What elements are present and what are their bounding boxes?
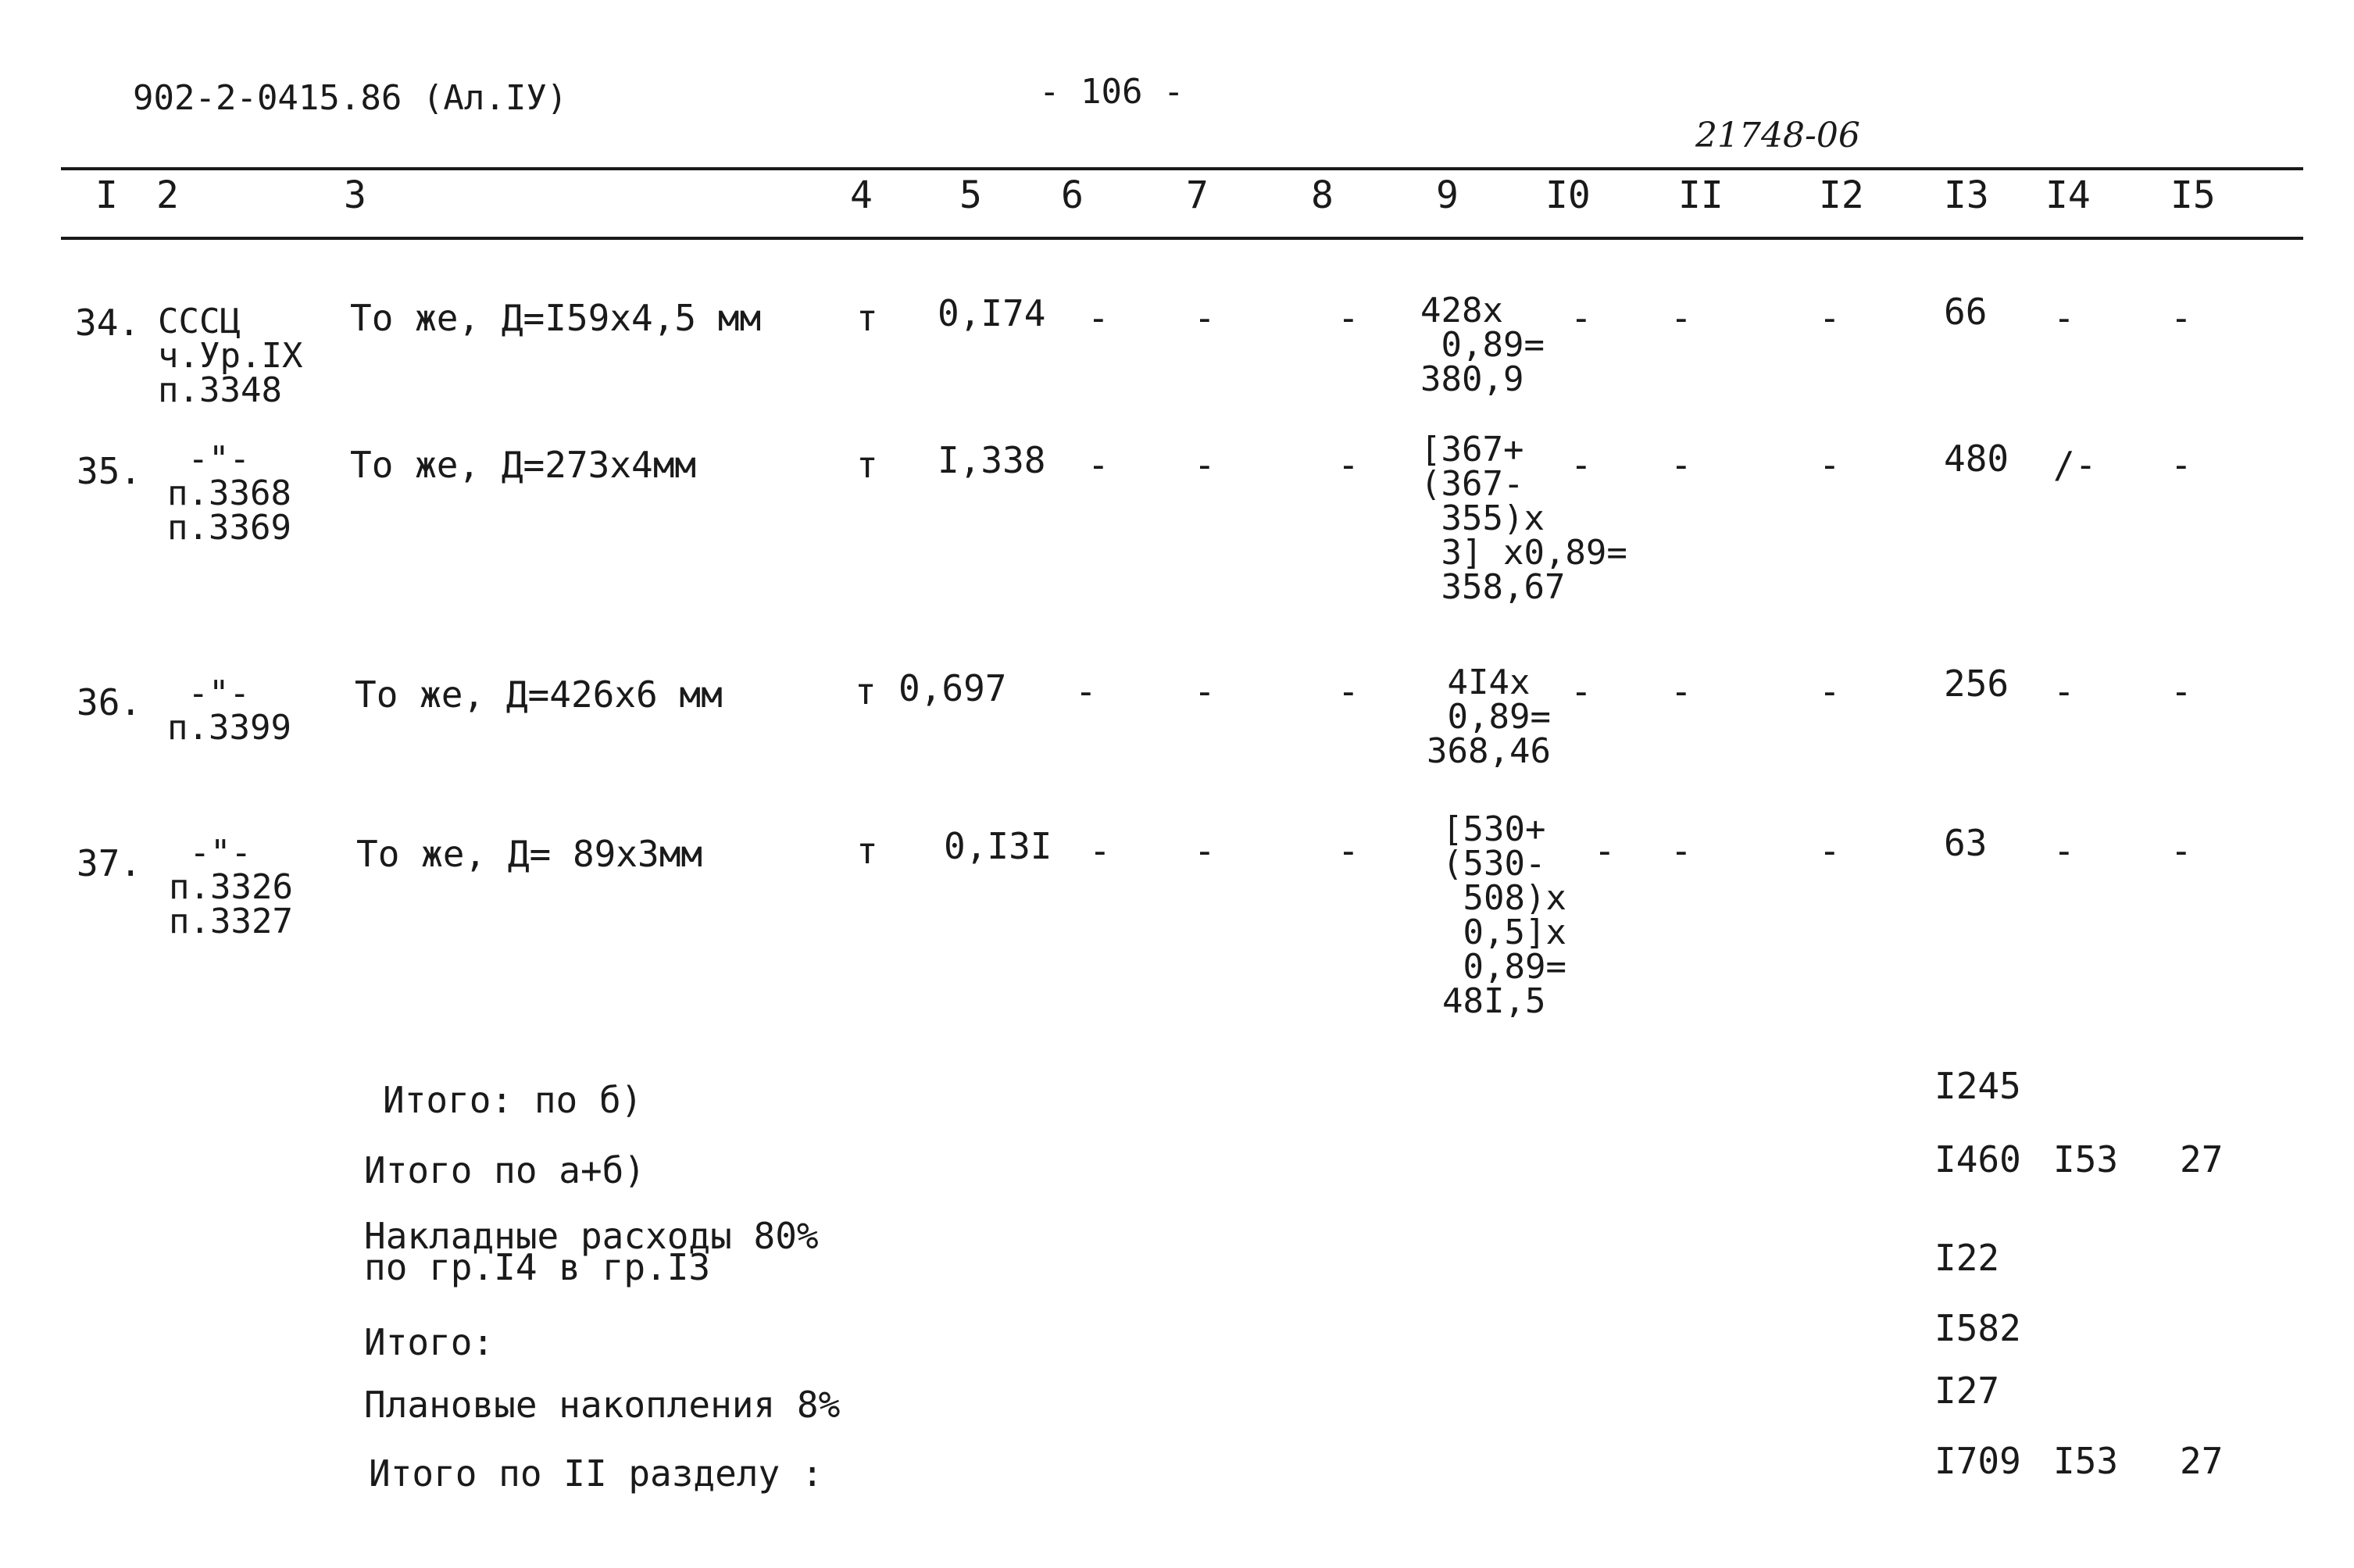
row-col6: - bbox=[1088, 444, 1109, 486]
summary-label: Итого по а+б) bbox=[364, 1149, 646, 1191]
row-col12: - bbox=[1819, 830, 1841, 872]
row-col7: - bbox=[1194, 670, 1216, 713]
row-qty: 0,697 bbox=[898, 667, 1007, 709]
row-col8: - bbox=[1338, 297, 1359, 339]
summary-label: Итого: bbox=[364, 1321, 495, 1363]
col-header-7: 7 bbox=[1186, 173, 1209, 217]
row-col8: - bbox=[1338, 830, 1359, 872]
row-col9: 428х 0,89= 380,9 bbox=[1420, 291, 1545, 399]
row-basis: СССЦ ч.Ур.IX п.3348 bbox=[158, 302, 303, 410]
row-basis: -"- п.3368 п.3369 bbox=[167, 439, 291, 548]
row-col7: - bbox=[1194, 444, 1216, 486]
row-col10: - bbox=[1570, 670, 1592, 713]
row-unit: т bbox=[856, 830, 878, 872]
row-name: То же, Д=273х4мм bbox=[350, 444, 697, 486]
summary-col13: I582 bbox=[1934, 1307, 2021, 1349]
summary-label: Итого по II разделу : bbox=[369, 1452, 823, 1495]
row-col7: - bbox=[1194, 830, 1216, 872]
row-col12: - bbox=[1819, 444, 1841, 486]
row-col11: - bbox=[1670, 670, 1692, 713]
row-col13: 256 bbox=[1944, 663, 2009, 705]
handwritten-stamp: 21748-06 bbox=[1695, 116, 1860, 155]
row-col12: - bbox=[1819, 297, 1841, 339]
row-col14: /- bbox=[2053, 444, 2097, 486]
col-header-4: 4 bbox=[850, 173, 873, 217]
row-basis: -"- п.3399 bbox=[167, 673, 291, 748]
col-header-12: I2 bbox=[1819, 173, 1864, 217]
col-header-9: 9 bbox=[1436, 173, 1459, 217]
row-col13: 63 bbox=[1944, 822, 1988, 864]
summary-col15: 27 bbox=[2180, 1138, 2224, 1180]
page-number: - 106 - bbox=[1039, 72, 1184, 112]
row-col13: 66 bbox=[1944, 291, 1988, 333]
row-col15: - bbox=[2170, 670, 2192, 713]
row-unit: т bbox=[856, 297, 878, 339]
row-col15: - bbox=[2170, 297, 2192, 339]
row-qty: 0,I3I bbox=[944, 825, 1052, 867]
row-col11: - bbox=[1670, 830, 1692, 872]
summary-label: Накладные расходы 80% по гр.I4 в гр.I3 bbox=[364, 1215, 819, 1288]
summary-label: Итого: по б) bbox=[383, 1079, 643, 1121]
col-header-14: I4 bbox=[2045, 173, 2091, 217]
table-top-rule bbox=[61, 167, 2303, 170]
row-col8: - bbox=[1338, 444, 1359, 486]
row-col9: [367+ (367- 355)х 3] х0,89= 358,67 bbox=[1420, 430, 1627, 607]
summary-col14: I53 bbox=[2053, 1440, 2119, 1482]
row-col10: - bbox=[1594, 830, 1616, 872]
row-col8: - bbox=[1338, 670, 1359, 713]
col-header-5: 5 bbox=[959, 173, 982, 217]
col-header-15: I5 bbox=[2170, 173, 2216, 217]
col-header-13: I3 bbox=[1944, 173, 1989, 217]
table-header-rule bbox=[61, 237, 2303, 240]
row-unit: т bbox=[856, 444, 878, 486]
row-unit: т bbox=[855, 670, 877, 713]
row-basis: -"- п.3326 п.3327 bbox=[169, 833, 293, 941]
row-name: То же, Д=426х6 мм bbox=[355, 673, 723, 716]
row-col14: - bbox=[2053, 830, 2075, 872]
row-number: 35. bbox=[77, 450, 142, 492]
row-col15: - bbox=[2170, 444, 2192, 486]
document-code: 902-2-0415.86 (Ал.IУ) bbox=[133, 78, 568, 118]
summary-col15: 27 bbox=[2180, 1440, 2224, 1482]
row-col12: - bbox=[1819, 670, 1841, 713]
row-col11: - bbox=[1670, 444, 1692, 486]
row-col9: 4I4х 0,89= 368,46 bbox=[1427, 663, 1551, 771]
summary-label: Плановые накопления 8% bbox=[364, 1384, 841, 1426]
row-col6: - bbox=[1089, 830, 1111, 872]
row-col15: - bbox=[2170, 830, 2192, 872]
col-header-2: 2 bbox=[156, 173, 179, 217]
row-col6: - bbox=[1075, 670, 1097, 713]
col-header-6: 6 bbox=[1061, 173, 1084, 217]
row-name: То же, Д=I59х4,5 мм bbox=[350, 297, 762, 339]
row-col11: - bbox=[1670, 297, 1692, 339]
summary-col13: I460 bbox=[1934, 1138, 2021, 1180]
row-number: 34. bbox=[75, 302, 141, 344]
row-col14: - bbox=[2053, 670, 2075, 713]
row-number: 36. bbox=[77, 681, 142, 723]
row-col14: - bbox=[2053, 297, 2075, 339]
summary-col13: I245 bbox=[1934, 1065, 2021, 1107]
summary-col13: I27 bbox=[1934, 1370, 2000, 1412]
row-qty: 0,I74 bbox=[938, 292, 1046, 334]
summary-col13: I709 bbox=[1934, 1440, 2021, 1482]
col-header-8: 8 bbox=[1311, 173, 1334, 217]
summary-col14: I53 bbox=[2053, 1138, 2119, 1180]
row-col6: - bbox=[1088, 297, 1109, 339]
row-col10: - bbox=[1570, 297, 1592, 339]
row-col13: 480 bbox=[1944, 438, 2009, 480]
row-col10: - bbox=[1570, 444, 1592, 486]
row-name: То же, Д= 89х3мм bbox=[356, 833, 703, 875]
col-header-11: II bbox=[1678, 173, 1724, 217]
col-header-3: 3 bbox=[344, 173, 366, 217]
col-header-10: I0 bbox=[1545, 173, 1591, 217]
row-qty: I,338 bbox=[938, 439, 1046, 481]
summary-col13: I22 bbox=[1934, 1237, 2000, 1279]
row-col9: [530+ (530- 508)х 0,5]х 0,89= 48I,5 bbox=[1442, 809, 1566, 1021]
row-col7: - bbox=[1194, 297, 1216, 339]
col-header-1: I bbox=[95, 173, 118, 217]
row-number: 37. bbox=[77, 842, 142, 884]
